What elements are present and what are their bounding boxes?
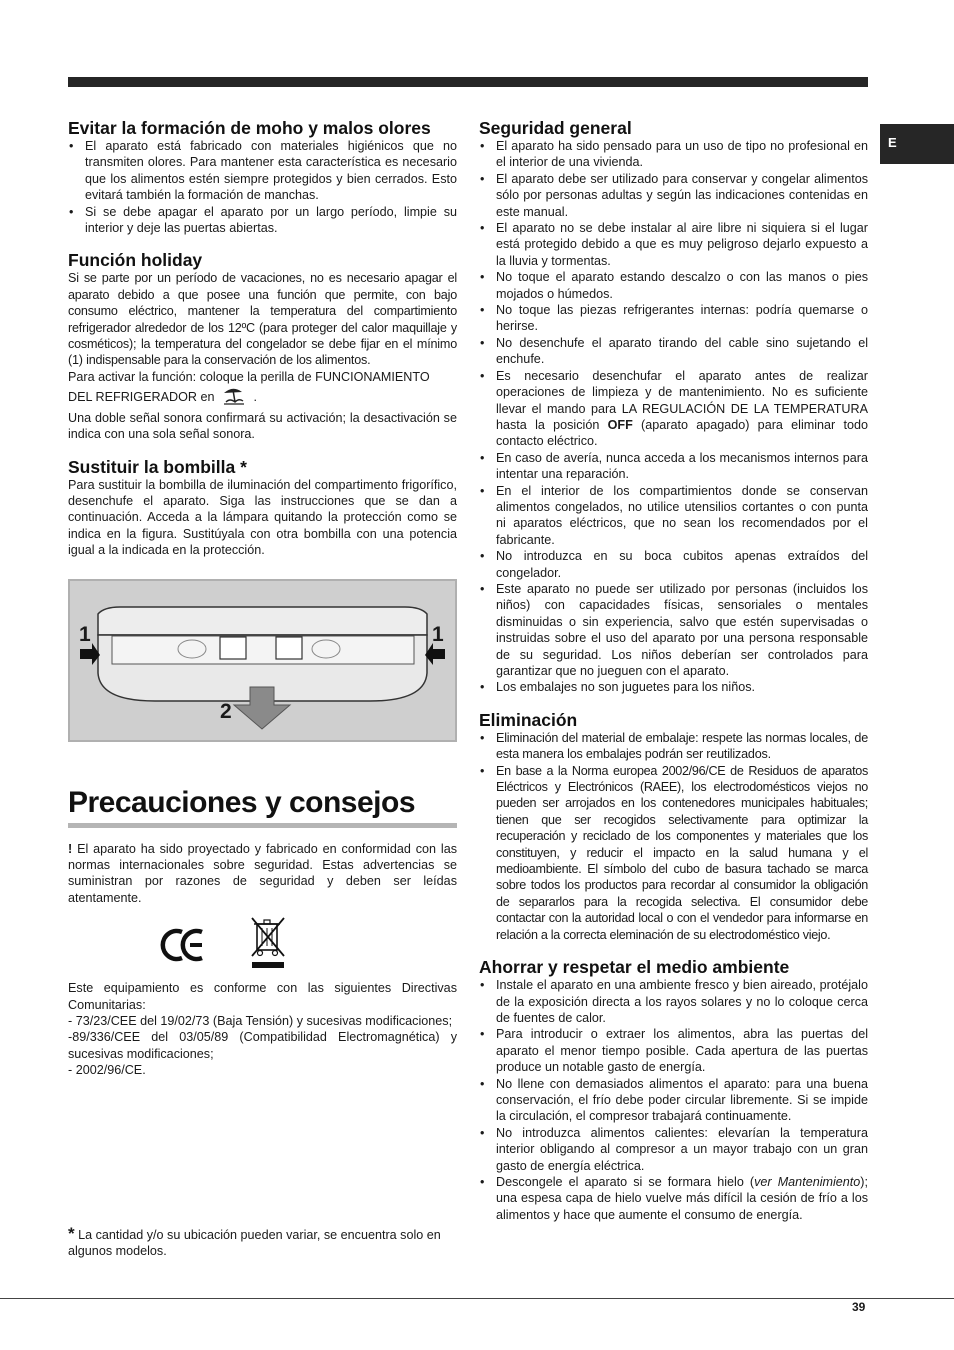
list-item: • En base a la Norma europea 2002/96/CE de Residuos de aparatos Eléctricos y Electrónicos (RAEE), los electrodomésticos viejos no pueden ser arrojados en los contenedores municipales habituales; tienen que ser recogidos selectivamente para optimizar la recuperación y reciclado de los componentes y materiales que los constituyen, y reducir el impacto en la salud humana y el medioambiente. El símbolo del cubo de basura tachado se marca sobre todos los productos para recordar al consumidor la obligación de separarlos para la recogida selectiva. El consumidor debe contactar con la autoridad local o con el vendedor para informarse en relación a la correcta eleminación de su electrodoméstico viejo.: [479, 763, 868, 943]
section-eliminacion: [479, 710, 868, 943]
precauciones-intro-text: El aparato ha sido proyectado y fabricado en conformidad con las normas internacionales sobre seguridad. Estas advertencias se suministran por razones de seguridad y deben ser leídas atentamente.: [68, 841, 457, 905]
holiday-activation-text: Para activar la función: coloque la perilla de FUNCIONAMIENTO DEL REFRIGERADOR en: [68, 369, 430, 405]
list-item-text: Es necesario desenchufar el aparato antes de realizar operaciones de limpieza y de mantenimiento. No es suficiente llevar el mando para LA REGULACIÓN DE LA TEMPERATURA hasta la posición: [496, 368, 868, 432]
holiday-activation-end: .: [253, 390, 257, 405]
list-item: • No toque las piezas refrigerantes internas: podría quemarse o herirse.: [479, 302, 868, 335]
section-precauciones: [68, 786, 457, 1079]
right-column: [479, 118, 868, 1237]
list-item: • Eliminación del material de embalaje: respete las normas locales, de esta manera los embalajes podrán ser reutilizados.: [479, 730, 868, 763]
figure-label-left: 1: [79, 622, 91, 646]
footnote: [68, 1226, 457, 1260]
list-item: • El aparato no se debe instalar al aire libre ni siquiera si el lugar está protegido debido a que es muy peligroso dejarlo expuesto a la lluvia y tormentas.: [479, 220, 868, 269]
section-title-eliminacion: Eliminación: [479, 709, 578, 730]
section-moho: [68, 118, 457, 236]
section-title-moho: Evitar la formación de moho y malos olores: [68, 118, 431, 138]
maintenance-reference: ver Mantenimiento: [754, 1174, 861, 1189]
list-item: • El aparato ha sido pensado para un uso de tipo no profesional en el interior de una vivienda.: [479, 138, 868, 171]
list-item-text: (aparato apagado) para eliminar todo contacto eléctrico.: [496, 417, 869, 449]
directive-line: - 2002/96/CE.: [68, 1063, 146, 1078]
section-ahorrar: [479, 957, 868, 1223]
list-item-text: Descongele el aparato si se formara hielo (: [496, 1174, 755, 1189]
holiday-paragraph: Si se parte por un período de vacaciones, no es necesario apagar el aparato debido a que posee una función que permite, con bajo consumo eléctrico, mantener la temperatura del compartimiento refrigerador alrededor de los 12ºC (para proteger del calor maquillaje y cosméticos); la temperatura del congelador se debe fijar en el mínimo (1) indispensable para la conservación de los alimentos.: [68, 271, 457, 368]
list-item: • El aparato debe ser utilizado para conservar y congelar alimentos sólo por personas adultas y según las indicaciones contenidas en este manual.: [479, 171, 868, 220]
list-item: • No introduzca en su boca cubitos apenas extraídos del congelador.: [479, 548, 868, 581]
title-rule: [68, 823, 457, 828]
lamp-cover-figure: [68, 579, 457, 742]
footnote-mark: *: [68, 1224, 75, 1243]
off-label: OFF: [607, 417, 633, 432]
list-item: [479, 1174, 868, 1223]
section-title-seguridad: Seguridad general: [479, 118, 632, 138]
ahorrar-list: [479, 977, 868, 1223]
holiday-activation: [68, 369, 457, 410]
list-item: [479, 368, 868, 450]
list-item: • No toque el aparato estando descalzo o con las manos o pies mojados o húmedos.: [479, 269, 868, 302]
list-item: • No llene con demasiados alimentos el aparato: para una buena conservación, el frío debe poder circular libremente. Si se impide la circulación, el compresor trabajará continuamente.: [479, 1076, 868, 1125]
moho-list: [68, 138, 457, 236]
list-item: • No desenchufe el aparato tirando del cable sino sujetando el enchufe.: [479, 335, 868, 368]
directive-line: - 73/23/CEE del 19/02/73 (Baja Tensión) y sucesivas modificaciones;: [68, 1013, 453, 1028]
directive-line: Este equipamiento es conforme con las siguientes Directivas Comunitarias:: [68, 981, 457, 1012]
top-rule: [68, 77, 868, 87]
footnote-text: La cantidad y/o su ubicación pueden variar, se encuentra solo en algunos modelos.: [68, 1228, 441, 1259]
section-title-ahorrar: Ahorrar y respetar el medio ambiente: [479, 957, 790, 978]
section-holiday: [68, 250, 457, 442]
list-item: • Para introducir o extraer los alimentos, abra las puertas del aparato el menor tiempo posible. Cada apertura de las puertas produce un notable gasto de energía.: [479, 1026, 868, 1075]
page-title: Precauciones y consejos: [68, 785, 416, 819]
crossed-bin-icon: [248, 914, 288, 976]
holiday-signal-paragraph: Una doble señal sonora confirmará su activación; la desactivación se indica con una sola señal sonora.: [68, 410, 457, 442]
warning-mark: !: [68, 841, 73, 856]
list-item: • En caso de avería, nunca acceda a los mecanismos internos para intentar una reparación.: [479, 450, 868, 483]
list-item-text: ); una espesa capa de hielo vuelve más difícil la cesión de frío a los alimentos y hace que aumente el consumo de energía.: [496, 1174, 868, 1222]
list-item: • En el interior de los compartimientos donde se conservan alimentos congelados, no utilice utensilios cortantes o con punta ni aparatos eléctricos, que no sean los recomendados por el fabricante.: [479, 483, 868, 549]
section-title-holiday: Función holiday: [68, 250, 203, 271]
language-tab: E: [880, 124, 954, 164]
section-seguridad: [479, 118, 868, 696]
bombilla-paragraph: Para sustituir la bombilla de iluminación del compartimento frigorífico, desenchufe el aparato. Siga las instrucciones que se dan a continuación. Acceda a la lámpara quitando la protección como se indica en la figura. Sustitúyala con otra bombilla con una potencia igual a la indicada en la protección.: [68, 477, 457, 558]
list-item: • El aparato está fabricado con materiales higiénicos que no transmiten olores. Para mantener esta característica es necesario que los alimentos estén siempre protegidos y bien cerrados. Esto evitará también la formación de manchas.: [68, 138, 457, 204]
figure-label-bottom: 2: [220, 699, 232, 723]
figure-label-right: 1: [432, 622, 444, 646]
seguridad-list: [479, 138, 868, 696]
precauciones-intro: [68, 841, 457, 907]
list-item: • Los embalajes no son juguetes para los niños.: [479, 679, 868, 695]
list-item: • No introduzca alimentos calientes: elevarían la temperatura interior obligando al compresor a un mayor trabajo con un gran gasto de energía eléctrica.: [479, 1125, 868, 1174]
left-column: [68, 118, 457, 1259]
conformity-marks: [68, 914, 457, 976]
lamp-cover-illustration: [70, 581, 455, 740]
section-bombilla: [68, 457, 457, 559]
list-item: • Si se debe apagar el aparato por un largo período, limpie su interior y deje las puertas abiertas.: [68, 204, 457, 237]
directive-line: -89/336/CEE del 03/05/89 (Compatibilidad Electromagnética) y sucesivas modificaciones;: [68, 1030, 457, 1061]
holiday-beach-icon: [221, 385, 247, 409]
list-item: • Instale el aparato en una ambiente fresco y bien aireado, protéjalo de la exposición directa a los rayos solares y no lo coloque cerca de fuentes de calor.: [479, 977, 868, 1026]
eliminacion-list: [479, 730, 868, 943]
list-item: • Este aparato no puede ser utilizado por personas (incluidos los niños) con capacidades físicas, sensoriales o mentales disminuidas o sin experiencia, salvo que estén supervisadas o instruidas sobre el uso del aparato por una persona responsable de su seguridad. Los niños deberían ser controlados para garantizar que no jueguen con el aparato.: [479, 581, 868, 679]
page-number: 39: [852, 1300, 866, 1314]
section-title-bombilla: Sustituir la bombilla *: [68, 456, 247, 477]
bottom-rule: [0, 1298, 954, 1299]
